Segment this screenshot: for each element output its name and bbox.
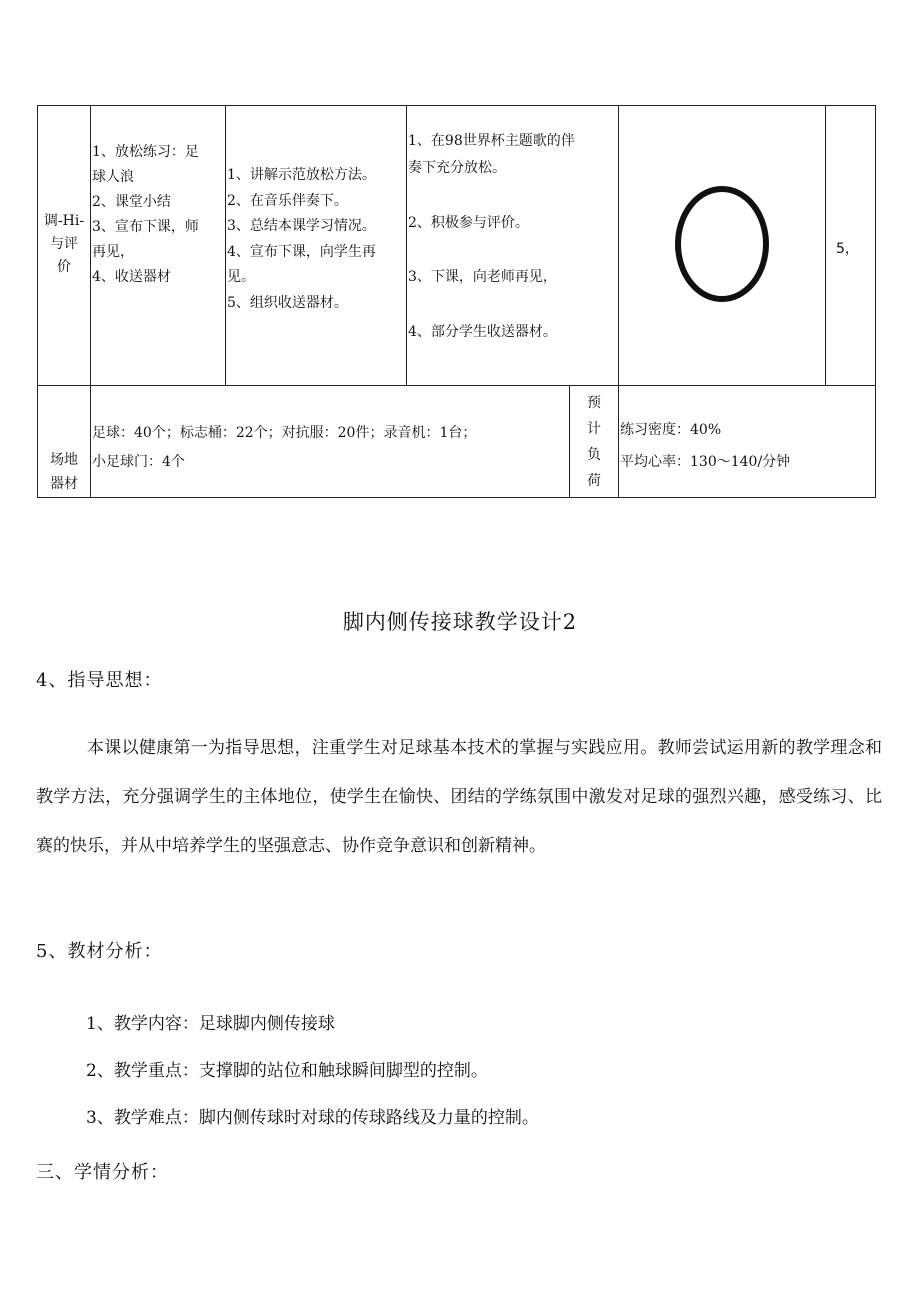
equipment-line: 小足球门：4个	[92, 454, 185, 470]
section-5-heading: 5、教材分析：	[36, 941, 163, 962]
content-line: 再见，	[92, 244, 134, 260]
load-label-char: 预	[587, 395, 601, 411]
teacher-line: 3、总结本课学习情况。	[227, 218, 376, 234]
teacher-line: 见。	[227, 269, 255, 285]
content-line: 2、课堂小结	[92, 194, 171, 210]
student-line: 4、部分学生收送器材。	[408, 324, 557, 341]
teacher-line: 1、讲解示范放松方法。	[227, 167, 376, 183]
equipment-cell	[92, 419, 476, 477]
student-line	[408, 292, 575, 319]
content-line: 3、宣布下课，师	[92, 219, 199, 235]
stage-label-line: 价	[57, 259, 71, 275]
stage-label-cell	[38, 210, 90, 279]
student-line: 2、积极参与评价。	[408, 214, 529, 231]
formation-diagram-cell	[619, 106, 825, 385]
teacher-line: 5、组织收送器材。	[227, 294, 348, 311]
load-label-char: 负	[587, 447, 601, 463]
section-4-heading: 4、指导思想：	[36, 670, 163, 691]
load-label-cell	[570, 390, 618, 494]
time-cell	[836, 238, 859, 260]
circle-formation-diagram	[619, 106, 825, 385]
content-line: 4、收送器材	[92, 269, 171, 285]
section-3-heading: 三、学情分析：	[36, 1162, 169, 1183]
table-border-right	[875, 105, 876, 498]
teacher-activity-cell	[227, 163, 376, 316]
load-cell	[620, 414, 790, 478]
teacher-line: 2、在音乐伴奏下。	[227, 192, 348, 209]
section-4-paragraph	[36, 724, 882, 871]
student-line	[408, 183, 575, 210]
content-line: 球人浪	[92, 169, 134, 185]
table-col-divider	[406, 105, 407, 385]
student-line	[408, 237, 575, 264]
load-label-char: 荷	[587, 473, 601, 489]
circle-formation-icon	[678, 189, 766, 299]
load-line: 平均心率：130～140/分钟	[620, 454, 791, 470]
table-col-divider	[225, 105, 226, 385]
content-line: 1、放松练习：足	[92, 144, 199, 160]
student-activity-cell	[408, 128, 575, 346]
load-label-char: 计	[587, 421, 601, 437]
teacher-line: 4、宣布下课，向学生再	[227, 243, 376, 260]
table-col-divider	[90, 105, 91, 498]
venue-label-line: 器材	[50, 476, 78, 492]
stage-label-line: 与评	[50, 236, 78, 252]
time-value: 5，	[836, 241, 859, 257]
student-line: 1、在98世界杯主题歌的伴	[408, 133, 575, 149]
student-line: 3、下课，向老师再见，	[408, 269, 557, 286]
load-line: 练习密度：40%	[620, 422, 722, 438]
table-col-divider	[825, 105, 826, 385]
table-border-bottom	[37, 497, 876, 498]
student-line: 奏下充分放松。	[408, 160, 506, 177]
section-4-text: 本课以健康第一为指导思想，注重学生对足球基本技术的掌握与实践应用。教师尝试运用新的教学理念和教学方法，充分强调学生的主体地位，使学生在愉快、团结的学练氛围中激发对足球的强烈兴趣，感受练习、比赛的快乐，并从中培养学生的坚强意志、协作竞争意识和创新精神。	[36, 738, 882, 856]
table-row-divider	[37, 385, 876, 386]
section-5-item: 1、教学内容：足球脚内侧传接球	[86, 1014, 335, 1034]
venue-label-line: 场地	[50, 452, 78, 468]
venue-label-cell	[38, 448, 90, 496]
equipment-line: 足球：40个；标志桶：22个；对抗服：20件；录音机：1台；	[92, 425, 477, 441]
table-border-left	[37, 105, 38, 498]
stage-label-line: 调-Hi-	[43, 213, 85, 229]
document-title: 脚内侧传接球教学设计2	[342, 610, 578, 634]
content-cell	[92, 140, 199, 290]
section-5-item: 3、教学难点：脚内侧传球时对球的传球路线及力量的控制。	[86, 1108, 539, 1128]
section-5-item: 2、教学重点：支撑脚的站位和触球瞬间脚型的控制。	[86, 1061, 488, 1081]
